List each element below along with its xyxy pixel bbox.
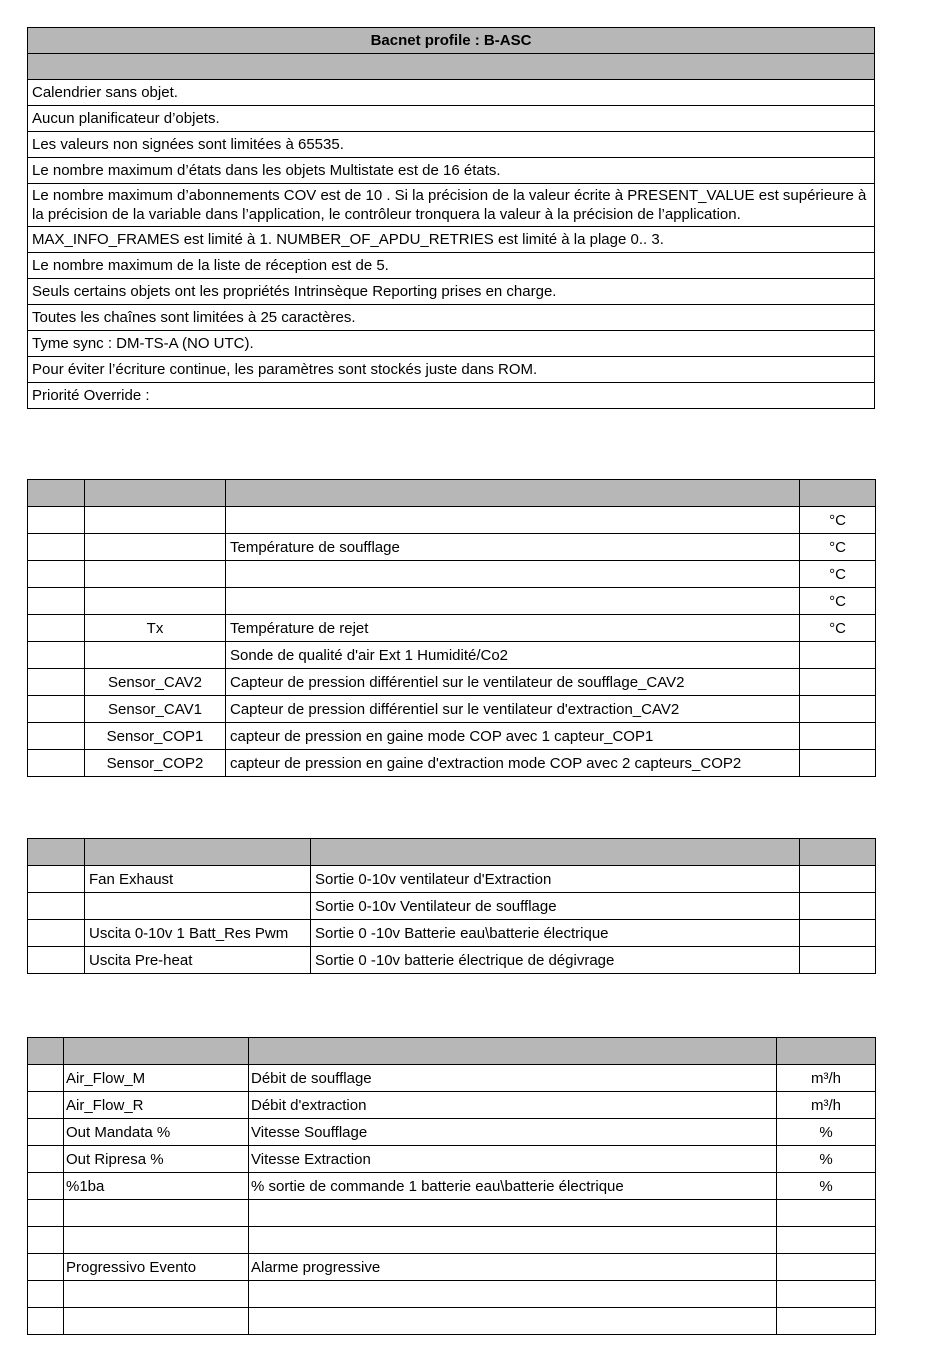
index-cell — [28, 723, 85, 750]
object-name-cell — [64, 1308, 249, 1335]
description-cell — [226, 561, 800, 588]
analog-values-table — [27, 1037, 876, 1335]
index-cell — [28, 615, 85, 642]
description-cell: Débit d'extraction — [249, 1092, 777, 1119]
description-cell: Capteur de pression différentiel sur le ventilateur de soufflage_CAV2 — [226, 669, 800, 696]
header-cell — [777, 1038, 876, 1065]
description-cell: Vitesse Soufflage — [249, 1119, 777, 1146]
unit-cell — [800, 893, 876, 920]
description-cell: Capteur de pression différentiel sur le ventilateur d'extraction_CAV2 — [226, 696, 800, 723]
index-cell — [28, 1065, 64, 1092]
analog-values-body — [28, 1065, 876, 1335]
header-cell — [311, 839, 800, 866]
unit-cell — [800, 642, 876, 669]
description-cell — [226, 507, 800, 534]
index-cell — [28, 920, 85, 947]
profile-note: Le nombre maximum d’abonnements COV est de 10 . Si la précision de la valeur écrite à PRESENT_VALUE est supérieure à la précision de la variable dans l’application, le contrôleur tronquera la valeur à la précision de l’application. — [28, 184, 875, 227]
index-cell — [28, 1281, 64, 1308]
object-name-cell: Progressivo Evento — [64, 1254, 249, 1281]
table-row — [28, 1200, 876, 1227]
table-row — [28, 750, 876, 777]
index-cell — [28, 1254, 64, 1281]
table-row — [28, 669, 876, 696]
description-cell: Température de soufflage — [226, 534, 800, 561]
profile-note: Toutes les chaînes sont limitées à 25 caractères. — [28, 305, 875, 331]
header-cell — [28, 480, 85, 507]
header-cell — [64, 1038, 249, 1065]
profile-note: Priorité Override : — [28, 383, 875, 409]
description-cell: Sortie 0 -10v Batterie eau\batterie électrique — [311, 920, 800, 947]
description-cell: Alarme progressive — [249, 1254, 777, 1281]
table-row — [28, 1065, 876, 1092]
profile-note: Calendrier sans objet. — [28, 80, 875, 106]
description-cell — [226, 588, 800, 615]
object-name-cell: Out Ripresa % — [64, 1146, 249, 1173]
table-row — [28, 1281, 876, 1308]
unit-cell: °C — [800, 588, 876, 615]
object-name-cell: Sensor_CAV2 — [85, 669, 226, 696]
object-name-cell — [64, 1227, 249, 1254]
table-row — [28, 642, 876, 669]
index-cell — [28, 1173, 64, 1200]
index-cell — [28, 1200, 64, 1227]
table-row — [28, 1173, 876, 1200]
index-cell — [28, 1227, 64, 1254]
unit-cell: % — [777, 1146, 876, 1173]
table-row — [28, 1119, 876, 1146]
unit-cell: % — [777, 1119, 876, 1146]
object-name-cell: Out Mandata % — [64, 1119, 249, 1146]
table-row — [28, 1146, 876, 1173]
description-cell — [249, 1200, 777, 1227]
header-cell — [85, 480, 226, 507]
object-name-cell: %1ba — [64, 1173, 249, 1200]
profile-note: Seuls certains objets ont les propriétés Intrinsèque Reporting prises en charge. — [28, 279, 875, 305]
description-cell: Température de rejet — [226, 615, 800, 642]
unit-cell: °C — [800, 561, 876, 588]
profile-note: Pour éviter l’écriture continue, les paramètres sont stockés juste dans ROM. — [28, 357, 875, 383]
analog-outputs-body — [28, 866, 876, 974]
header-cell — [28, 839, 85, 866]
object-name-cell: Air_Flow_R — [64, 1092, 249, 1119]
description-cell: % sortie de commande 1 batterie eau\batterie électrique — [249, 1173, 777, 1200]
table-row — [28, 1254, 876, 1281]
index-cell — [28, 588, 85, 615]
bacnet-profile-table — [27, 27, 875, 409]
profile-note: Le nombre maximum d’états dans les objets Multistate est de 16 états. — [28, 158, 875, 184]
profile-blank-header — [28, 54, 875, 80]
index-cell — [28, 642, 85, 669]
profile-note: MAX_INFO_FRAMES est limité à 1. NUMBER_OF_APDU_RETRIES est limité à la plage 0.. 3. — [28, 227, 875, 253]
index-cell — [28, 1308, 64, 1335]
description-cell: Sortie 0-10v Ventilateur de soufflage — [311, 893, 800, 920]
header-cell — [85, 839, 311, 866]
index-cell — [28, 507, 85, 534]
index-cell — [28, 1092, 64, 1119]
unit-cell — [777, 1281, 876, 1308]
header-cell — [800, 480, 876, 507]
object-name-cell: Sensor_COP1 — [85, 723, 226, 750]
object-name-cell: Fan Exhaust — [85, 866, 311, 893]
table-row — [28, 1308, 876, 1335]
profile-title: Bacnet profile : B-ASC — [28, 28, 875, 54]
profile-note: Les valeurs non signées sont limitées à 65535. — [28, 132, 875, 158]
description-cell — [249, 1227, 777, 1254]
object-name-cell — [64, 1281, 249, 1308]
object-name-cell — [64, 1200, 249, 1227]
index-cell — [28, 669, 85, 696]
object-name-cell — [85, 507, 226, 534]
index-cell — [28, 750, 85, 777]
unit-cell: m³/h — [777, 1065, 876, 1092]
header-cell — [226, 480, 800, 507]
unit-cell — [800, 947, 876, 974]
object-name-cell — [85, 534, 226, 561]
unit-cell — [800, 750, 876, 777]
object-name-cell: Uscita Pre-heat — [85, 947, 311, 974]
description-cell: Vitesse Extraction — [249, 1146, 777, 1173]
profile-note: Le nombre maximum de la liste de réception est de 5. — [28, 253, 875, 279]
table-row — [28, 588, 876, 615]
header-cell — [28, 1038, 64, 1065]
index-cell — [28, 893, 85, 920]
table-row — [28, 1227, 876, 1254]
header-cell — [249, 1038, 777, 1065]
object-name-cell: Uscita 0-10v 1 Batt_Res Pwm — [85, 920, 311, 947]
unit-cell — [800, 696, 876, 723]
object-name-cell — [85, 561, 226, 588]
profile-note: Aucun planificateur d’objets. — [28, 106, 875, 132]
description-cell: capteur de pression en gaine mode COP avec 1 capteur_COP1 — [226, 723, 800, 750]
index-cell — [28, 866, 85, 893]
unit-cell — [777, 1200, 876, 1227]
unit-cell — [800, 669, 876, 696]
index-cell — [28, 947, 85, 974]
object-name-cell: Air_Flow_M — [64, 1065, 249, 1092]
table-row — [28, 893, 876, 920]
profile-note: Tyme sync : DM-TS-A (NO UTC). — [28, 331, 875, 357]
analog-outputs-table — [27, 838, 876, 974]
unit-cell — [800, 723, 876, 750]
index-cell — [28, 1146, 64, 1173]
index-cell — [28, 1119, 64, 1146]
description-cell: Sonde de qualité d'air Ext 1 Humidité/Co2 — [226, 642, 800, 669]
header-cell — [800, 839, 876, 866]
description-cell — [249, 1281, 777, 1308]
index-cell — [28, 561, 85, 588]
table-row — [28, 947, 876, 974]
unit-cell: °C — [800, 534, 876, 561]
index-cell — [28, 696, 85, 723]
object-name-cell — [85, 642, 226, 669]
table-row — [28, 1092, 876, 1119]
table-row — [28, 561, 876, 588]
unit-cell: °C — [800, 615, 876, 642]
description-cell: Sortie 0 -10v batterie électrique de dégivrage — [311, 947, 800, 974]
table-row — [28, 615, 876, 642]
table-row — [28, 866, 876, 893]
object-name-cell: Tx — [85, 615, 226, 642]
unit-cell — [777, 1254, 876, 1281]
unit-cell — [777, 1308, 876, 1335]
description-cell: capteur de pression en gaine d'extraction mode COP avec 2 capteurs_COP2 — [226, 750, 800, 777]
analog-inputs-body — [28, 507, 876, 777]
unit-cell: m³/h — [777, 1092, 876, 1119]
unit-cell — [800, 866, 876, 893]
unit-cell: % — [777, 1173, 876, 1200]
table-row — [28, 723, 876, 750]
unit-cell: °C — [800, 507, 876, 534]
description-cell — [249, 1308, 777, 1335]
description-cell: Sortie 0-10v ventilateur d'Extraction — [311, 866, 800, 893]
analog-inputs-table — [27, 479, 876, 777]
table-row — [28, 507, 876, 534]
unit-cell — [800, 920, 876, 947]
object-name-cell — [85, 588, 226, 615]
object-name-cell: Sensor_CAV1 — [85, 696, 226, 723]
object-name-cell — [85, 893, 311, 920]
table-row — [28, 534, 876, 561]
object-name-cell: Sensor_COP2 — [85, 750, 226, 777]
index-cell — [28, 534, 85, 561]
description-cell: Débit de soufflage — [249, 1065, 777, 1092]
table-row — [28, 696, 876, 723]
unit-cell — [777, 1227, 876, 1254]
table-row — [28, 920, 876, 947]
